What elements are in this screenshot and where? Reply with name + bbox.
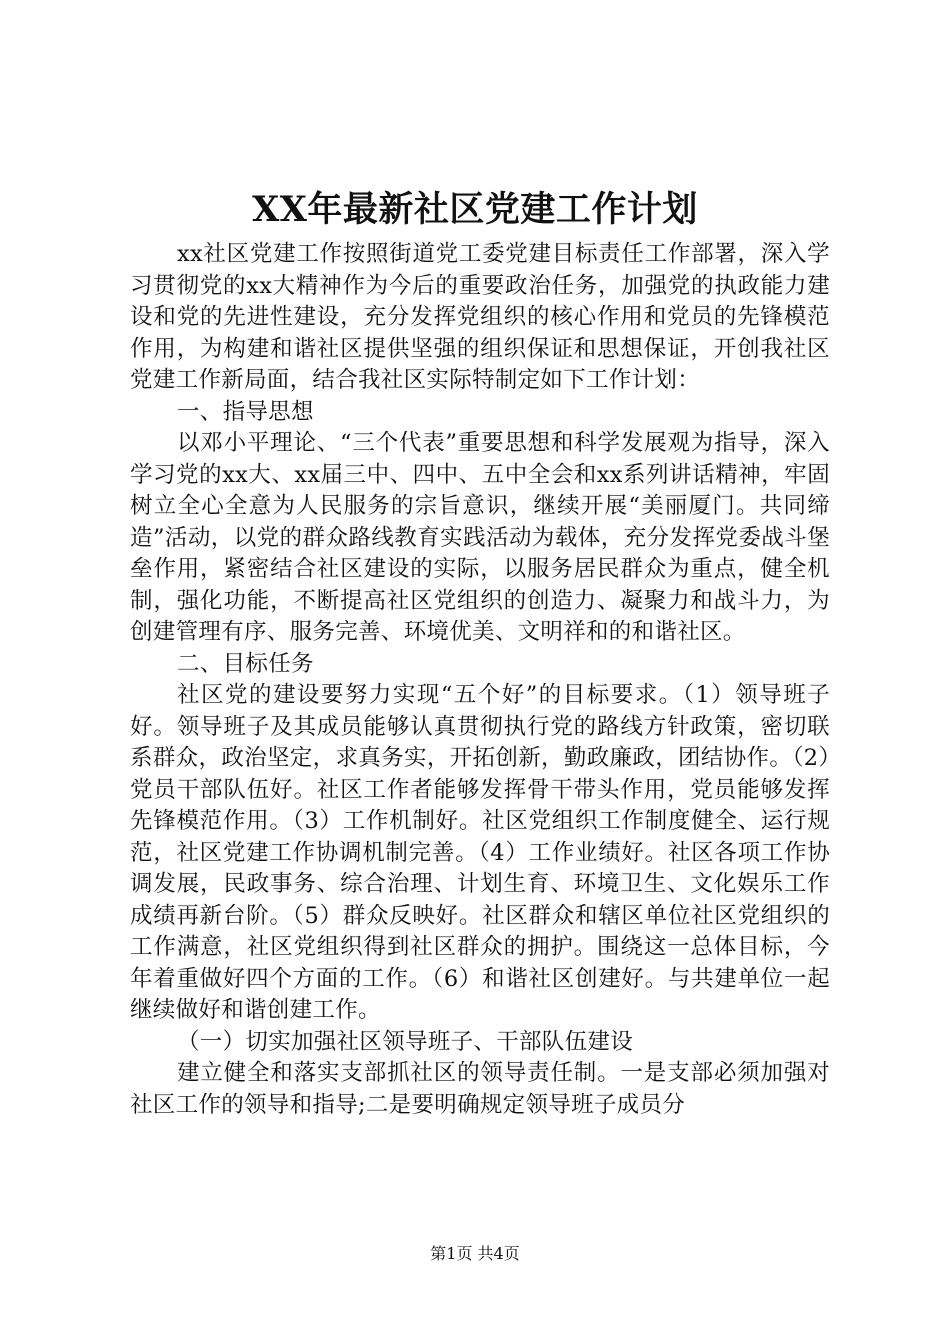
page-number-footer: 第1页 共4页 — [430, 1244, 520, 1263]
document-title: XX年最新社区党建工作计划 — [252, 189, 698, 230]
section-heading-guiding-thought: 一、指导思想 — [177, 398, 314, 425]
intro-paragraph: xx社区党建工作按照街道党工委党建目标责任工作部署，深入学习贯彻党的xx大精神作为今后的重要政治任务，加强党的执政能力建设和党的先进性建设，充分发挥党组织的核心作用和党员的先锋模范作用，为构建和谐社区提供坚强的组织保证和思想保证，开创我社区党建工作新局面，结合我社区实际特制定如下工作计划： — [130, 241, 830, 393]
guiding-thought-paragraph: 以邓小平理论、“三个代表”重要思想和科学发展观为指导，深入学习党的xx大、xx届三中、四中、五中全会和xx系列讲话精神，牢固树立全心全意为人民服务的宗旨意识，继续开展“美丽厦门。共同缔造”活动，以党的群众路线教育实践活动为载体，充分发挥党委战斗堡垒作用，紧密结合社区建设的实际，以服务居民群众为重点，健全机制，强化功能，不断提高社区党组织的创造力、凝聚力和战斗力，为创建管理有序、服务完善、环境优美、文明祥和的和谐社区。 — [130, 430, 830, 645]
document-body — [130, 239, 830, 1121]
goals-paragraph: 社区党的建设要努力实现“五个好”的目标要求。（1）领导班子好。领导班子及其成员能够认真贯彻执行党的路线方针政策，密切联系群众，政治坚定，求真务实，开拓创新，勤政廉政，团结协作。（2）党员干部队伍好。社区工作者能够发挥骨干带头作用，党员能够发挥先锋模范作用。（3）工作机制好。社区党组织工作制度健全、运行规范，社区党建工作协调机制完善。（4）工作业绩好。社区各项工作协调发展，民政事务、综合治理、计划生育、环境卫生、文化娱乐工作成绩再新台阶。（5）群众反映好。社区群众和辖区单位社区党组织的工作满意，社区党组织得到社区群众的拥护。围绕这一总体目标，今年着重做好四个方面的工作。（6）和谐社区创建好。与共建单位一起继续做好和谐创建工作。 — [130, 682, 830, 1023]
subsection-heading-leadership: （一）切实加强社区领导班子、干部队伍建设 — [177, 1028, 634, 1055]
leadership-paragraph: 建立健全和落实支部抓社区的领导责任制。一是支部必须加强对社区工作的领导和指导;二是要明确规定领导班子成员分 — [130, 1060, 830, 1118]
section-heading-goals: 二、目标任务 — [177, 650, 314, 677]
